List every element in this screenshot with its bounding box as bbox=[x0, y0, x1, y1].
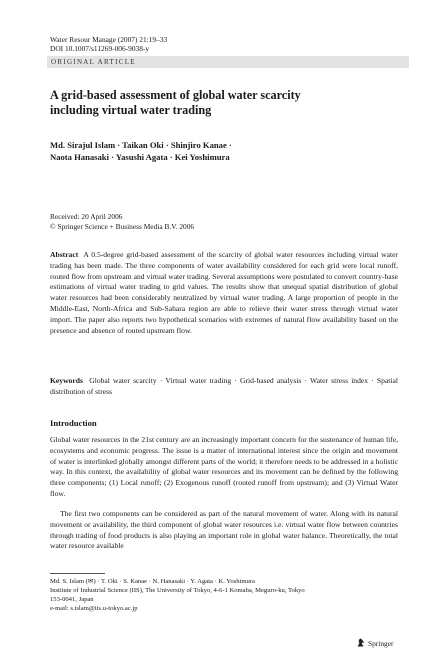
intro-paragraph-2: The first two components can be considered as part of the natural movement of water. Along with its natural movement or availability, the third component of global water resources i.e. virtual water flow between countries through trading of food products is also playing an important role in global water balance. Theoretically, the total water resource available bbox=[50, 509, 398, 551]
article-type-band bbox=[47, 56, 409, 68]
publisher-logo bbox=[356, 638, 393, 649]
footnote-postal: 153-0041, Japan bbox=[50, 596, 94, 603]
doi: DOI 10.1007/s11269-006-9038-y bbox=[50, 44, 150, 53]
keywords-label: Keywords bbox=[50, 376, 83, 385]
abstract bbox=[50, 250, 398, 336]
copyright: © Springer Science + Business Media B.V. 2006 bbox=[50, 222, 195, 231]
article-type: ORIGINAL ARTICLE bbox=[51, 58, 136, 66]
intro-paragraph-1: Global water resources in the 21st century are an increasingly important concern for the sustenance of human life, ecosystems and economic progress. The issue is a matter of international interest since the origin and movement of water is interlinked globally amongst different parts of the world; it therefore needs to be addressed in a holistic way. In this context, the availability of global water resources and its movement can be defined by the following three components; (1) Local runoff; (2) Exogenous runoff (routed runoff from upstream); and (3) Virtual Water flow. bbox=[50, 435, 398, 498]
abstract-label: Abstract bbox=[50, 250, 79, 259]
chess-knight-icon bbox=[356, 638, 365, 647]
paper-title bbox=[50, 88, 390, 118]
footnote-authors: Md. S. Islam (✉) · T. Oki · S. Kanae · N. Hanasaki · Y. Agata · K. Yoshimura bbox=[50, 578, 255, 585]
keywords-text: Global water scarcity · Virtual water trading · Grid-based analysis · Water stress index · Spatial distribution of stress bbox=[50, 376, 398, 396]
authors-line-2: Naota Hanasaki · Yasushi Agata · Kei Yoshimura bbox=[50, 152, 230, 162]
section-heading-introduction: Introduction bbox=[50, 418, 97, 428]
received-date: Received: 20 April 2006 bbox=[50, 212, 123, 221]
keywords bbox=[50, 376, 398, 398]
publisher-name: Springer bbox=[368, 639, 394, 648]
footnote-affiliation: Institute of Industrial Science (IIS), The University of Tokyo, 4-6-1 Komaba, Meguro-ku, Tokyo bbox=[50, 587, 305, 594]
title-line-2: including virtual water trading bbox=[50, 103, 212, 117]
journal-citation: Water Resour Manage (2007) 21:19–33 bbox=[50, 35, 168, 44]
abstract-text: A 0.5-degree grid-based assessment of the scarcity of global water resources including virtual water trading has been made. The three components of water availability considered for each grid were local runoff, routed flow from upstream and virtual water trading. Several assumptions were postulated to convert country-base estimations of virtual water trading to grid values. The results show that unequal spatial distribution of global water resources had been considerably neutralized by virtual water trading. A large proportion of people in the Middle-East, North-Africa and Sub-Sahara region are able to relieve their water stress through virtual water import. The paper also reports two hypothetical scenarios with extremes of natural flow availability based on the presence and absence of routed upstream flow. bbox=[50, 250, 398, 335]
footnote-rule bbox=[50, 573, 105, 574]
title-line-1: A grid-based assessment of global water scarcity bbox=[50, 88, 301, 102]
footnote-email: e-mail: s.islam@iis.u-tokyo.ac.jp bbox=[50, 605, 138, 612]
authors-line-1: Md. Sirajul Islam · Taikan Oki · Shinjiro Kanae · bbox=[50, 140, 232, 150]
